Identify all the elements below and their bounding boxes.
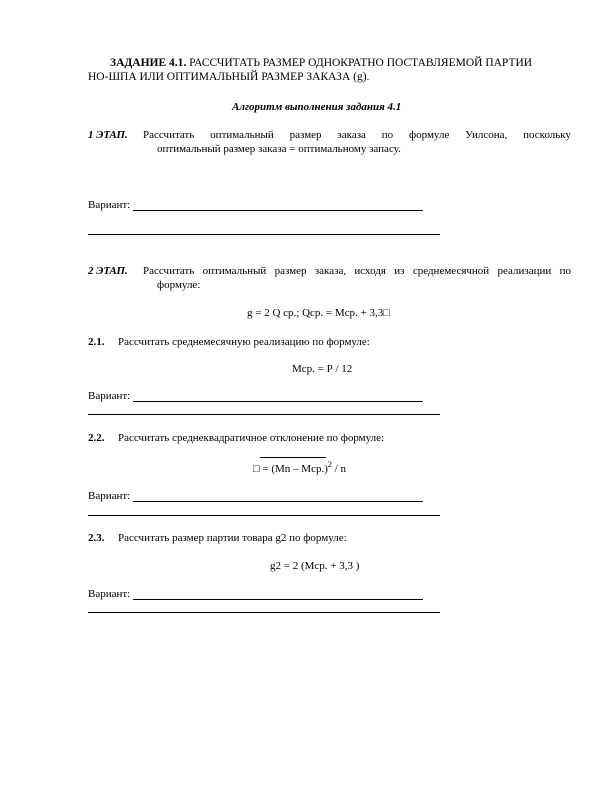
stage2-text-line2: формуле: [157,279,201,291]
variant-answer-line-3[interactable] [133,501,423,502]
answer-line-3b[interactable] [88,515,440,516]
variant-answer-line-1[interactable] [133,210,423,211]
variant-label-1: Вариант: [88,199,131,211]
variant-answer-line-4[interactable] [133,599,423,600]
step-2-1-text: Рассчитать среднемесячную реализацию по формуле: [118,336,370,348]
step-2-2-text: Рассчитать среднеквадратичное отклонение по формуле: [118,432,385,444]
stage2-formula [247,307,390,320]
stage1-text-line1: Рассчитать оптимальный размер заказа по формуле Уилсона, поскольку [143,129,571,141]
step-2-1-number: 2.1. [88,336,105,348]
sigma-glyph: □ [253,463,260,475]
stage1-text-line2: оптимальный размер заказа = оптимальному запасу. [157,143,401,155]
stage2-formula-text: g = 2 Q ср.; Qср. = Мср. + 3,3 [247,307,384,319]
variant-label-4: Вариант: [88,588,131,600]
task-title-text: РАССЧИТАТЬ РАЗМЕР ОДНОКРАТНО ПОСТАВЛЯЕМОЙ ПАРТИИ [186,57,533,69]
step-2-1-formula: Мср. = Р / 12 [292,363,353,375]
variant-label-2: Вариант: [88,390,131,402]
sqrt-overline [260,457,326,458]
stage2-label: 2 ЭТАП. [88,265,128,277]
answer-line-4b[interactable] [88,612,440,613]
variant-label-3: Вариант: [88,490,131,502]
task-title-number: ЗАДАНИЕ 4.1. [110,57,187,69]
formula-part: = (Мn – Мср.) [259,463,328,475]
answer-line-2b[interactable] [88,414,440,415]
stage1-label: 1 ЭТАП. [88,129,128,141]
formula-tail: / n [331,463,346,475]
task-title-line2: НО-ШПА ИЛИ ОПТИМАЛЬНЫЙ РАЗМЕР ЗАКАЗА (g). [88,71,370,83]
formula-exponent: 2 [327,460,332,469]
sigma-glyph: □ [383,307,390,319]
step-2-3-text: Рассчитать размер партии товара g2 по формуле: [118,532,347,544]
algorithm-heading: Алгоритм выполнения задания 4.1 [232,101,402,113]
step-2-2-formula [253,460,346,476]
answer-line-1b[interactable] [88,234,440,235]
step-2-3-formula: g2 = 2 (Мср. + 3,3 ) [270,560,360,572]
step-2-3-number: 2.3. [88,532,105,544]
step-2-2-number: 2.2. [88,432,105,444]
variant-answer-line-2[interactable] [133,401,423,402]
task-title [110,57,532,70]
stage2-text-line1: Рассчитать оптимальный размер заказа, исходя из среднемесячной реализации по [143,265,571,277]
